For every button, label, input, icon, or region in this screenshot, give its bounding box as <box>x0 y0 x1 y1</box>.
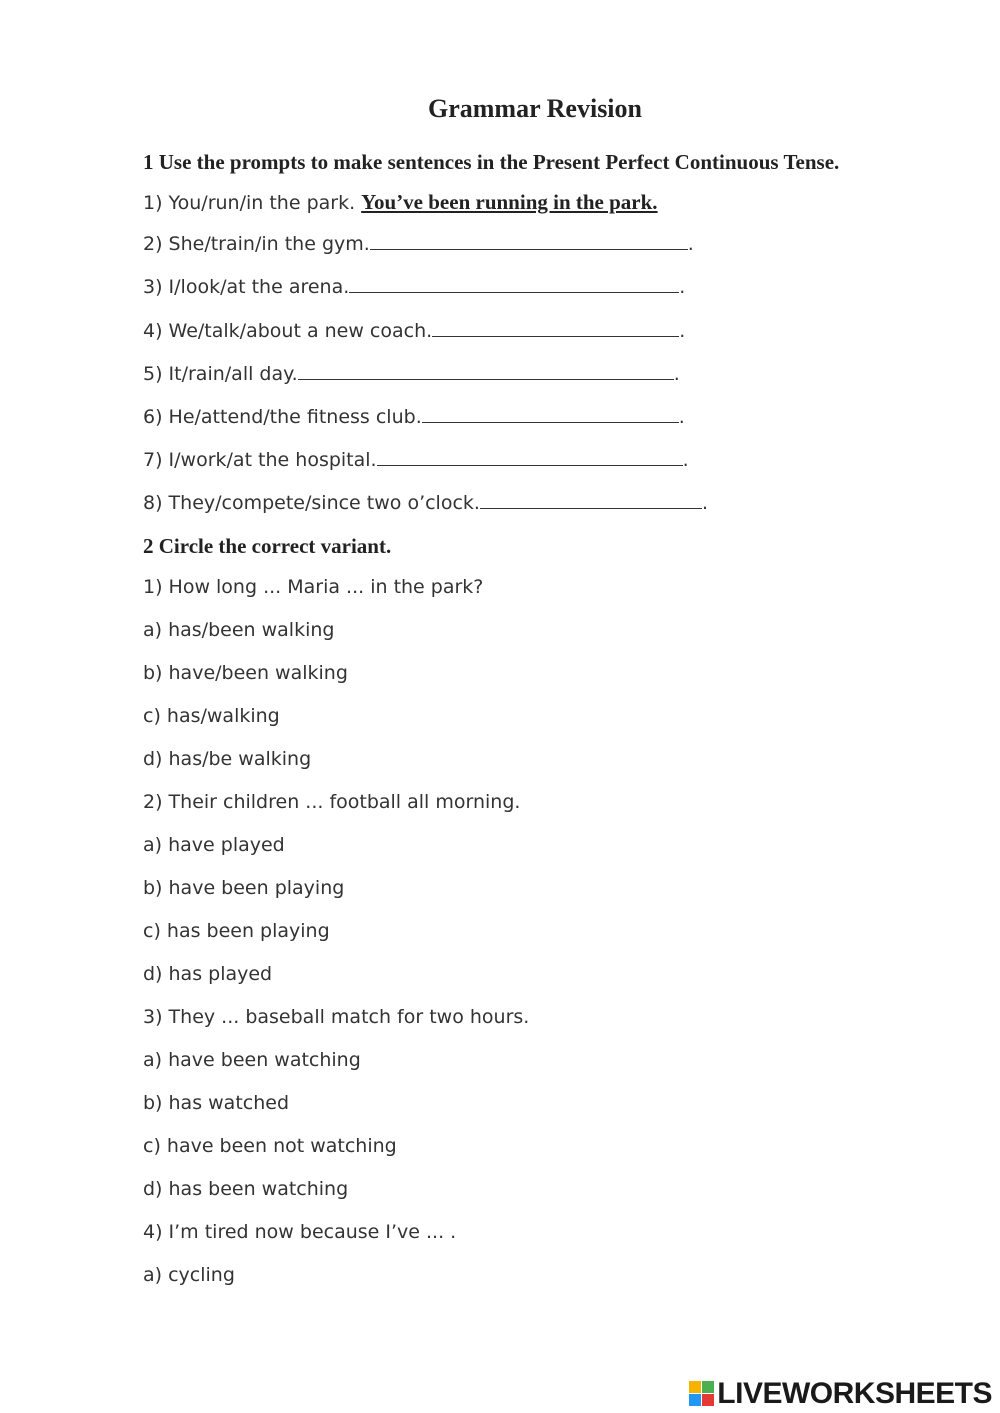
prompt-text: 8) They/compete/since two o’clock. <box>143 492 480 514</box>
answer-blank[interactable] <box>298 365 674 380</box>
exercise1-item-6: 6) He/attend/the fitness club. . <box>143 406 685 428</box>
logo-text: LIVEWORKSHEETS <box>717 1377 992 1410</box>
section2-heading: 2 Circle the correct variant. <box>143 534 392 558</box>
question-2: 2) Their children ... football all morning. <box>143 791 521 813</box>
question-3: 3) They ... baseball match for two hours. <box>143 1006 530 1028</box>
exercise1-item-2: 2) She/train/in the gym. . <box>143 233 694 255</box>
answer-blank[interactable] <box>349 278 679 293</box>
answer-blank[interactable] <box>370 235 688 250</box>
logo-grid-icon <box>689 1381 715 1407</box>
prompt-text: 2) She/train/in the gym. <box>143 233 370 255</box>
example-prompt: 1) You/run/in the park. <box>143 192 362 214</box>
prompt-text: 7) I/work/at the hospital. <box>143 449 377 471</box>
example-answer: You’ve been running in the park. <box>361 190 658 214</box>
page-title: Grammar Revision <box>428 94 642 123</box>
option-1a[interactable]: a) has/been walking <box>143 619 335 641</box>
option-3c[interactable]: c) have been not watching <box>143 1135 397 1157</box>
prompt-text: 4) We/talk/about a new coach. <box>143 320 433 342</box>
option-1b[interactable]: b) have/been walking <box>143 662 348 684</box>
question-1: 1) How long ... Maria ... in the park? <box>143 576 484 598</box>
option-4a[interactable]: a) cycling <box>143 1264 235 1286</box>
exercise1-item-4: 4) We/talk/about a new coach. . <box>143 320 686 342</box>
option-3d[interactable]: d) has been watching <box>143 1178 349 1200</box>
prompt-text: 5) It/rain/all day. <box>143 363 298 385</box>
option-2d[interactable]: d) has played <box>143 963 273 985</box>
exercise1-item-5: 5) It/rain/all day. . <box>143 363 680 385</box>
prompt-text: 6) He/attend/the fitness club. <box>143 406 422 428</box>
answer-blank[interactable] <box>422 408 679 423</box>
exercise1-item-8: 8) They/compete/since two o’clock. . <box>143 492 708 514</box>
option-1c[interactable]: c) has/walking <box>143 705 280 727</box>
option-2c[interactable]: c) has been playing <box>143 920 330 942</box>
answer-blank[interactable] <box>432 322 679 337</box>
option-2a[interactable]: a) have played <box>143 834 285 856</box>
prompt-text: 3) I/look/at the arena. <box>143 276 350 298</box>
exercise1-item-7: 7) I/work/at the hospital. . <box>143 449 689 471</box>
option-3b[interactable]: b) has watched <box>143 1092 290 1114</box>
option-3a[interactable]: a) have been watching <box>143 1049 361 1071</box>
option-1d[interactable]: d) has/be walking <box>143 748 312 770</box>
section1-heading: 1 Use the prompts to make sentences in the Present Perfect Continuous Tense. <box>143 150 840 174</box>
question-4: 4) I’m tired now because I’ve ... . <box>143 1221 457 1243</box>
example-item <box>143 190 658 215</box>
answer-blank[interactable] <box>377 451 683 466</box>
exercise1-item-3: 3) I/look/at the arena. . <box>143 276 686 298</box>
option-2b[interactable]: b) have been playing <box>143 877 345 899</box>
answer-blank[interactable] <box>480 494 702 509</box>
liveworksheets-logo[interactable] <box>689 1378 992 1410</box>
